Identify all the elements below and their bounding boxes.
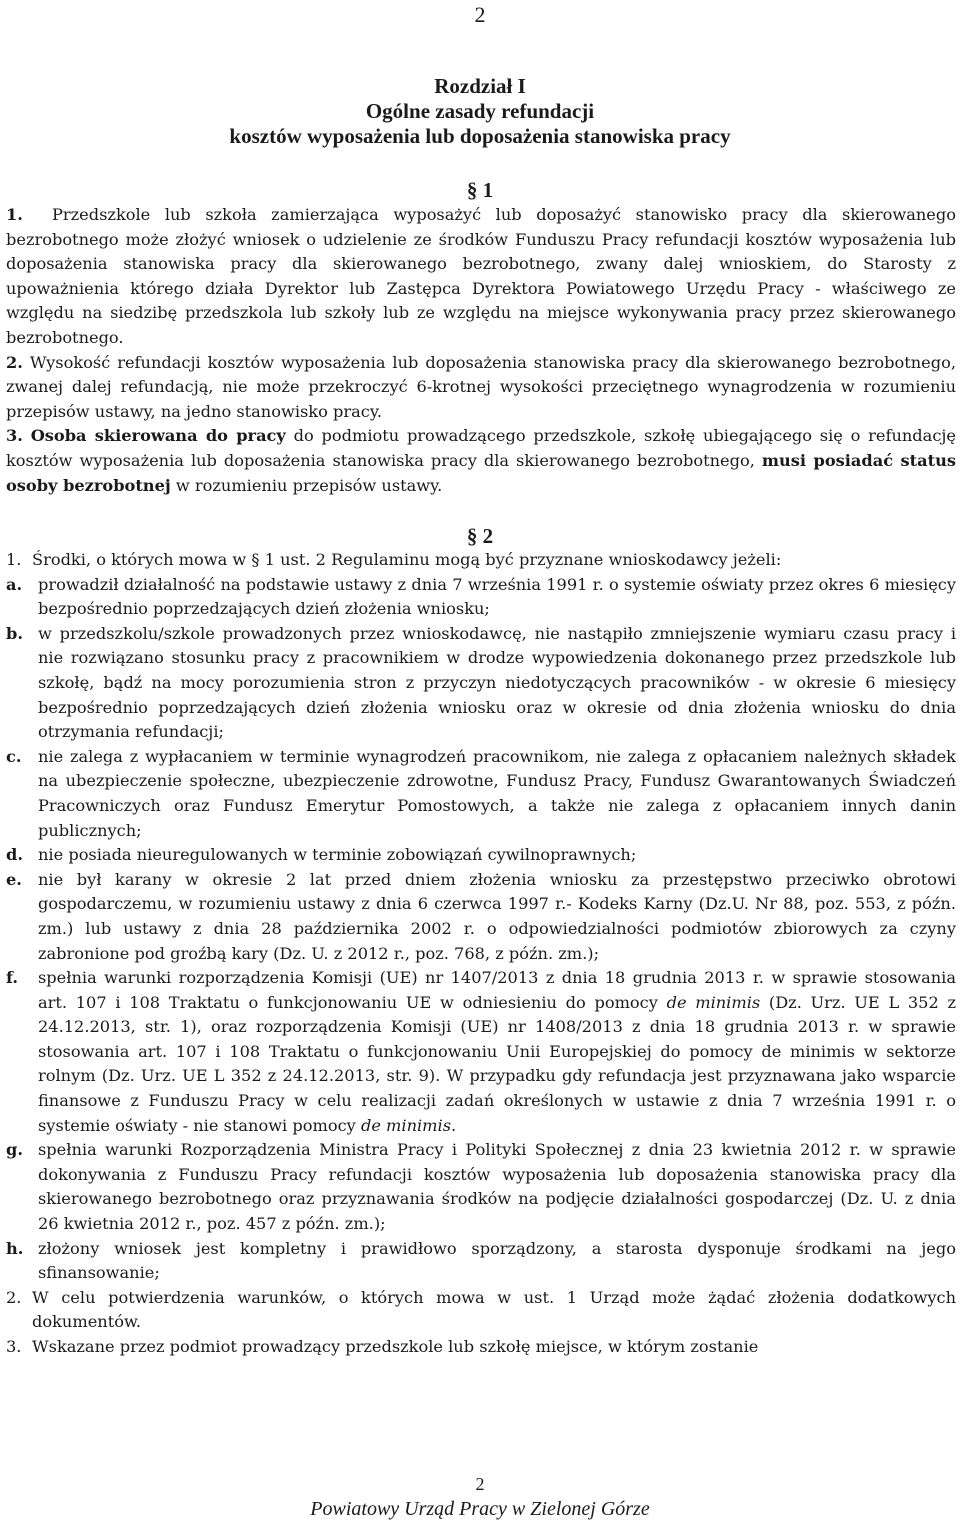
item-label: d.	[6, 845, 23, 865]
paragraph-number: 2.	[6, 1287, 22, 1307]
condition-item	[6, 622, 956, 745]
item-text-part: .	[451, 1115, 457, 1135]
chapter-subtitle: Ogólne zasady refundacji	[365, 99, 595, 123]
paragraph-text: W celu potwierdzenia warunków, o których mowa w ust. 1 Urząd może żądać złożenia dodatkowych dokumentów.	[32, 1287, 956, 1332]
paragraph-text: Środki, o których mowa w § 1 ust. 2 Regulaminu mogą być przyznane wnioskodawcy jeżeli:	[32, 550, 782, 569]
paragraph-text: w rozumieniu przepisów ustawy.	[170, 475, 443, 495]
italic-text: de minimis	[360, 1115, 452, 1135]
item-text: nie zalega z wypłacaniem w terminie wynagrodzeń pracownikom, nie zalega z opłacaniem należnych składek na ubezpieczenie społeczne, ubezpieczenie zdrowotne, Fundusz Pracy, Fundusz Gwarantowanych Świadczeń Pracowniczych oraz Fundusz Emerytur Pomostowych, a także nie zalega z opłacaniem innych danin publicznych;	[38, 746, 956, 840]
condition-item	[6, 1138, 956, 1236]
page-number-top: 2	[474, 2, 486, 27]
item-label: b.	[6, 623, 23, 643]
item-label: e.	[6, 869, 22, 889]
condition-item	[6, 843, 956, 868]
paragraph-number: 1.	[6, 205, 23, 224]
section-2-title: § 2	[466, 524, 494, 548]
item-label: g.	[6, 1140, 23, 1160]
item-text	[38, 966, 956, 1138]
item-text: nie był karany w okresie 2 lat przed dniem złożenia wniosku za przestępstwo przeciwko obrotowi gospodarczemu, w rozumieniu ustawy z dnia 6 czerwca 1997 r.- Kodeks Karny (Dz.U. Nr 88, poz. 553, z późn. zm.) lub ustawy z dnia 28 października 2002 r. o odpowiedzialności podmiotów zbiorowych za czyny zabronione pod groźbą kary (Dz. U. z 2012 r., poz. 768, z późn. zm.);	[38, 869, 956, 963]
item-text-part: spełnia warunki rozporządzenia Komisji (UE) nr 1407/2013 z dnia 18 grudnia 2013 r. w sprawie stosowania art. 107 i 108 Traktatu o funkcjonowaniu UE w odniesieniu do pomocy	[38, 968, 956, 1012]
item-text-part: (Dz. Urz. UE L 352 z 24.12.2013, str. 1), oraz rozporządzenia Komisji (UE) nr 1408/2013 z dnia 18 grudnia 2013 r. w sprawie stosowania art. 107 i 108 Traktatu o funkcjonowaniu Unii Europejskiej do pomocy de minimis w sektorze rolnym (Dz. Urz. UE L 352 z 24.12.2013, str. 9). W przypadku gdy refundacja jest przyznawana jako wsparcie finansowe z Funduszu Pracy w celu realizacji zadań określonych w ustawie z dnia 7 września 1991 r. o systemie oświaty - nie stanowi pomocy	[38, 992, 957, 1135]
section-2-paragraph-2	[6, 1286, 956, 1335]
paragraph-text: do podmiotu prowadzącego przedszkole, szkołę ubiegającego się o refundację kosztów wyposażenia lub doposażenia stanowiska pracy dla skierowanego bezrobotnego,	[6, 426, 956, 470]
item-text: złożony wniosek jest kompletny i prawidłowo sporządzony, a starosta dysponuje środkami na jego sfinansowanie;	[38, 1238, 956, 1283]
section-1-paragraph-3	[6, 424, 956, 498]
italic-text: de minimis	[666, 992, 761, 1012]
condition-item	[6, 966, 956, 1138]
section-2-paragraph-3	[6, 1335, 956, 1360]
chapter-heading	[0, 74, 960, 149]
condition-item	[6, 573, 956, 622]
paragraph-number: 2.	[6, 352, 23, 372]
paragraph-text: Wskazane przez podmiot prowadzący przedszkole lub szkołę miejsce, w którym zostanie	[32, 1337, 759, 1356]
paragraph-text: Przedszkole lub szkoła zamierzająca wyposażyć lub doposażyć stanowisko pracy dla skierowanego bezrobotnego może złożyć wniosek o udzielenie ze środków Funduszu Pracy refundacji kosztów wyposażenia lub doposażenia stanowiska pracy dla skierowanego bezrobotnego, zwany dalej wnioskiem, do Starosty z upoważnienia którego działa Dyrektor lub Zastępca Dyrektora Powiatowego Urzędu Pracy - właściwego ze względu na siedzibę przedszkola lub szkoły lub ze względu na miejsce wykonywania pracy przez skierowanego bezrobotnego.	[6, 205, 956, 347]
item-label: a.	[6, 574, 23, 594]
paragraph-number: 3.	[6, 1337, 22, 1356]
bold-text: Osoba skierowana do pracy	[30, 426, 286, 446]
item-label: f.	[6, 968, 19, 988]
item-text: w przedszkolu/szkole prowadzonych przez wnioskodawcę, nie nastąpiło zmniejszenie wymiaru czasu pracy i nie rozwiązano stosunku pracy z pracownikiem w drodze wypowiedzenia dokonanego przez przedszkole lub szkołę, bądź na mocy porozumienia stron z przyczyn niedotyczących pracowników - w okresie 6 miesięcy bezpośrednio poprzedzających dzień złożenia wniosku oraz w okresie od dnia złożenia wniosku do dnia otrzymania refundacji;	[38, 623, 956, 742]
item-label: h.	[6, 1238, 24, 1258]
item-text: nie posiada nieuregulowanych w terminie zobowiązań cywilnoprawnych;	[38, 845, 637, 865]
section-1-body	[6, 203, 956, 498]
chapter-title: Rozdział I	[434, 74, 526, 98]
footer-page-number: 2	[475, 1474, 485, 1494]
paragraph-number: 1.	[6, 550, 22, 569]
item-text: prowadził działalność na podstawie ustawy z dnia 7 września 1991 r. o systemie oświaty przez okres 6 miesięcy bezpośrednio poprzedzających dzień złożenia wniosku;	[38, 574, 956, 619]
section-1-title: § 1	[466, 178, 494, 202]
condition-item	[6, 745, 956, 843]
item-text: spełnia warunki Rozporządzenia Ministra Pracy i Polityki Społecznej z dnia 23 kwietnia 2012 r. w sprawie dokonywania z Funduszu Pracy refundacji kosztów wyposażenia lub doposażenia stanowiska pracy dla skierowanego bezrobotnego oraz przyznawania środków na podjęcie działalności gospodarczej (Dz. U. z dnia 26 kwietnia 2012 r., poz. 457 z późn. zm.);	[38, 1140, 956, 1234]
bold-text: musi posiadać status osoby bezrobotnej	[6, 450, 956, 495]
chapter-subtitle-2: kosztów wyposażenia lub doposażenia stanowiska pracy	[229, 124, 731, 148]
section-1-paragraph-1	[6, 203, 956, 351]
footer-text: Powiatowy Urząd Pracy w Zielonej Górze	[310, 1498, 650, 1520]
section-2-body	[6, 548, 956, 1360]
section-2-paragraph-1	[6, 548, 956, 573]
paragraph-number: 3.	[6, 426, 23, 446]
section-1-paragraph-2	[6, 351, 956, 425]
condition-item	[6, 1237, 956, 1286]
item-label: c.	[6, 746, 22, 766]
paragraph-text: Wysokość refundacji kosztów wyposażenia lub doposażenia stanowiska pracy dla skierowanego bezrobotnego, zwanej dalej refundacją, nie może przekroczyć 6-krotnej wysokości przeciętnego wynagrodzenia w rozumieniu przepisów ustawy, na jedno stanowisko pracy.	[6, 352, 956, 421]
condition-item	[6, 868, 956, 966]
